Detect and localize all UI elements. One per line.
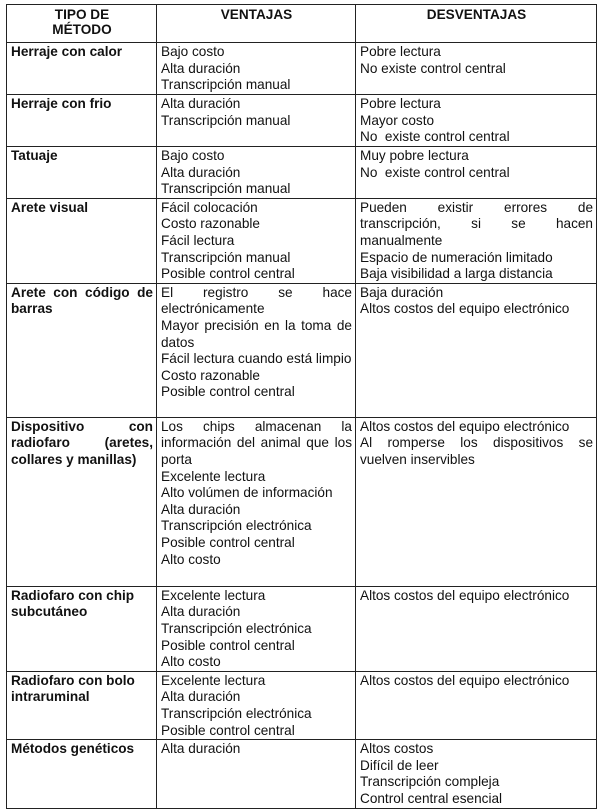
list-item: Alto volúmen de información xyxy=(161,485,333,501)
list-item: Difícil de leer xyxy=(360,757,439,773)
list-item: Excelente lectura xyxy=(161,587,266,603)
list-item: Transcripción manual xyxy=(161,181,291,197)
ventajas-cell xyxy=(157,283,356,417)
ventajas-cell xyxy=(157,586,356,671)
desventajas-cell xyxy=(356,283,597,417)
desventajas-cell xyxy=(356,43,597,95)
list-item: Posible control central xyxy=(161,384,295,400)
table-row xyxy=(7,43,597,95)
list-item: Alto costo xyxy=(161,654,221,670)
ventajas-cell xyxy=(157,740,356,809)
header-method-line-2: MÉTODO xyxy=(52,22,112,37)
list-item: Posible control central xyxy=(161,637,295,653)
list-item: Transcripción manual xyxy=(161,77,291,93)
list-item: Altos costos del equipo electrónico xyxy=(360,418,570,434)
ventajas-cell xyxy=(157,671,356,739)
list-item: Control central esencial xyxy=(360,790,503,806)
list-item: Fácil lectura cuando está limpio xyxy=(161,351,352,367)
table-row xyxy=(7,740,597,809)
list-item: Posible control central xyxy=(161,534,295,550)
list-item: Altos costos xyxy=(360,741,434,757)
list-item: Baja duración xyxy=(360,284,444,300)
list-item: Posible control central xyxy=(161,266,295,282)
list-item: Transcripción electrónica xyxy=(161,705,312,721)
header-method xyxy=(7,5,157,43)
list-item: Bajo costo xyxy=(161,44,225,59)
list-item: Transcripción electrónica xyxy=(161,620,312,636)
list-item: Transcripción electrónica xyxy=(161,518,312,534)
list-item: Pobre lectura xyxy=(360,96,441,111)
list-item: Alta duración xyxy=(161,689,241,705)
list-item: Alta duración xyxy=(161,96,241,111)
method-cell: Radiofaro con chip subcutáneo xyxy=(7,586,157,671)
list-item: Pueden existir errores de transcripción, si se hacen manualmente xyxy=(360,199,593,248)
table-row xyxy=(7,671,597,739)
table-row xyxy=(7,417,597,586)
table-row xyxy=(7,198,597,283)
table-row xyxy=(7,283,597,417)
header-row xyxy=(7,5,597,43)
list-item: No existe control central xyxy=(360,60,506,76)
table-row xyxy=(7,586,597,671)
method-cell: Herraje con frio xyxy=(7,95,157,147)
ventajas-cell xyxy=(157,147,356,199)
ventajas-cell xyxy=(157,417,356,586)
method-cell: Dispositivo con radiofaro (aretes, collares y manillas) xyxy=(7,417,157,586)
header-ventajas: VENTAJAS xyxy=(157,5,356,43)
list-item: Posible control central xyxy=(161,722,295,738)
method-cell: Métodos genéticos xyxy=(7,740,157,809)
list-item: Alta duración xyxy=(161,604,241,620)
list-item: Alta duración xyxy=(161,164,241,180)
desventajas-cell xyxy=(356,147,597,199)
list-item: Fácil lectura xyxy=(161,232,235,248)
list-item: Transcripción manual xyxy=(161,249,291,265)
list-item: Excelente lectura xyxy=(161,672,266,688)
desventajas-cell xyxy=(356,586,597,671)
list-item: El registro se hace electrónicamente xyxy=(161,284,352,317)
list-item: Altos costos del equipo electrónico xyxy=(360,301,570,317)
list-item: Alta duración xyxy=(161,501,241,517)
list-item: Espacio de numeración limitado xyxy=(360,249,553,265)
desventajas-cell xyxy=(356,740,597,809)
list-item: Al romperse los dispositivos se vuelven inservibles xyxy=(360,435,593,467)
desventajas-cell xyxy=(356,198,597,283)
list-item: Muy pobre lectura xyxy=(360,148,469,163)
list-item: Altos costos del equipo electrónico xyxy=(360,672,570,688)
list-item: Alta duración xyxy=(161,741,241,757)
list-item: Transcripción compleja xyxy=(360,774,500,790)
comparison-table xyxy=(6,4,597,809)
ventajas-cell xyxy=(157,43,356,95)
list-item: Excelente lectura xyxy=(161,468,266,484)
list-item: Transcripción manual xyxy=(161,112,291,128)
method-cell: Herraje con calor xyxy=(7,43,157,95)
list-item: Baja visibilidad a larga distancia xyxy=(360,266,553,282)
list-item: Fácil colocación xyxy=(161,199,258,215)
ventajas-cell xyxy=(157,95,356,147)
list-item: Altos costos del equipo electrónico xyxy=(360,587,570,603)
list-item: Costo razonable xyxy=(161,216,260,232)
ventajas-cell xyxy=(157,198,356,283)
table-row xyxy=(7,95,597,147)
header-method-line-1: TIPO DE xyxy=(54,7,110,22)
list-item: No existe control central xyxy=(360,129,510,145)
list-item: Alta duración xyxy=(161,60,241,76)
method-cell: Radiofaro con bolo intraruminal xyxy=(7,671,157,739)
list-item: No existe control central xyxy=(360,164,510,180)
list-item: Mayor costo xyxy=(360,112,435,128)
list-item: Alto costo xyxy=(161,551,221,567)
list-item: Costo razonable xyxy=(161,367,260,383)
method-cell: Arete visual xyxy=(7,198,157,283)
list-item: Mayor precisión en la toma de datos xyxy=(161,317,352,350)
list-item: Pobre lectura xyxy=(360,44,441,59)
desventajas-cell xyxy=(356,417,597,586)
list-item: Bajo costo xyxy=(161,148,225,163)
list-item: Los chips almacenan la información del animal que los porta xyxy=(161,418,352,467)
header-desventajas: DESVENTAJAS xyxy=(356,5,597,43)
desventajas-cell xyxy=(356,671,597,739)
table-row xyxy=(7,147,597,199)
method-cell: Arete con código de barras xyxy=(7,283,157,417)
method-cell: Tatuaje xyxy=(7,147,157,199)
desventajas-cell xyxy=(356,95,597,147)
